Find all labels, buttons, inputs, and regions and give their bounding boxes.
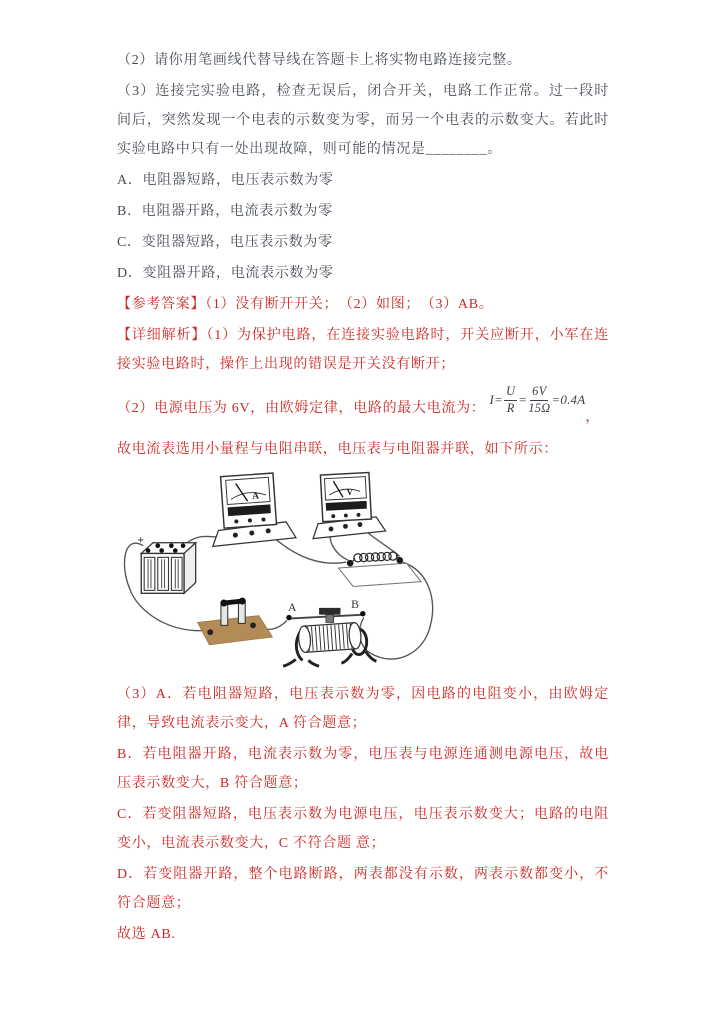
formula-trailing-comma: ， bbox=[585, 410, 601, 425]
battery-plus-label: + bbox=[137, 533, 145, 547]
conclusion: 故选 AB. bbox=[117, 927, 176, 942]
circuit-figure bbox=[115, 466, 609, 672]
ammeter-label: A bbox=[251, 490, 260, 502]
reference-answer bbox=[117, 290, 609, 319]
option-item: C．变阻器短路，电压表示数为零 bbox=[117, 235, 333, 250]
voltmeter-label: V bbox=[346, 486, 354, 498]
formula-fraction-values bbox=[528, 385, 550, 414]
switch bbox=[198, 598, 273, 645]
option-item: B．电阻器开路，电流表示数为零 bbox=[117, 204, 333, 219]
rheostat bbox=[283, 598, 376, 666]
analysis-part2-line bbox=[117, 381, 609, 433]
formula-lhs: I= bbox=[489, 392, 504, 407]
resistor bbox=[339, 552, 422, 586]
formula-denominator-15ohm: 15Ω bbox=[528, 400, 551, 415]
question-part3: （3）连接完实验电路，检查无误后，闭合开关，电路工作正常。过一段时间后，突然发现一个电表的示数变为零，而另一个电表的示数变大。若此时实验电路中只有一处出现故障，则可能的情况是________。 bbox=[117, 84, 609, 157]
analysis-option-d: D．若变阻器开路，整个电路断路，两表都没有示数，两表示数都变小，不符合题意； bbox=[117, 867, 609, 911]
ammeter bbox=[208, 472, 296, 547]
formula-fraction-symbolic bbox=[504, 385, 517, 414]
reference-answer-text: （1）没有断开开关； （2）如图； （3）AB。 bbox=[205, 297, 494, 312]
option-item: A．电阻器短路，电压表示数为零 bbox=[117, 173, 334, 188]
option-item: D．变阻器开路，电流表示数为零 bbox=[117, 266, 334, 281]
option-list bbox=[117, 166, 609, 288]
ohms-law-formula bbox=[490, 385, 586, 414]
analysis-part1 bbox=[117, 321, 609, 379]
voltmeter bbox=[310, 472, 386, 539]
analysis-option-b: B．若电阻器开路，电流表示数为零，电压表与电源连通测电源电压，故电压表示数变大，B 符合题意； bbox=[117, 747, 609, 791]
analysis-part1-text: （1）为保护电路，在连接实验电路时，开关应断开，小军在连接实验电路时，操作上出现的错误是开关没有断开； bbox=[117, 328, 609, 372]
battery bbox=[137, 534, 195, 594]
page-content bbox=[117, 46, 609, 951]
analysis-option-c: C．若变阻器短路，电压表示数为电源电压，电压表示数变大；电路的电阻变小，电流表示数变大，C 不符合题 意； bbox=[117, 807, 609, 851]
formula-equals: = bbox=[518, 392, 528, 407]
reference-answer-label: 【参考答案】 bbox=[117, 297, 206, 312]
question-part2: （2）请你用笔画线代替导线在答题卡上将实物电路连接完整。 bbox=[117, 53, 522, 68]
formula-denominator-r: R bbox=[506, 400, 515, 415]
analysis-part2-suffix: 故电流表选用小量程与电阻串联，电压表与电阻器并联，如下所示： bbox=[117, 442, 558, 457]
formula-result: =0.4A bbox=[551, 392, 586, 407]
rheostat-terminal-a-label: A bbox=[287, 600, 297, 614]
analysis-part2-prefix: （2）电源电压为 6V，由欧姆定律，电路的最大电流为： bbox=[117, 401, 486, 416]
rheostat-terminal-b-label: B bbox=[351, 597, 359, 611]
analysis-label: 【详细解析】 bbox=[117, 328, 207, 343]
analysis-option-a: （3）A．若电阻器短路，电压表示数为零，因电路的电阻变小，由欧姆定律，导致电流表示变大，A 符合题意； bbox=[117, 687, 609, 731]
formula-numerator-6v: 6V bbox=[530, 385, 548, 400]
formula-numerator-u: U bbox=[504, 385, 517, 400]
circuit-diagram bbox=[115, 466, 460, 672]
